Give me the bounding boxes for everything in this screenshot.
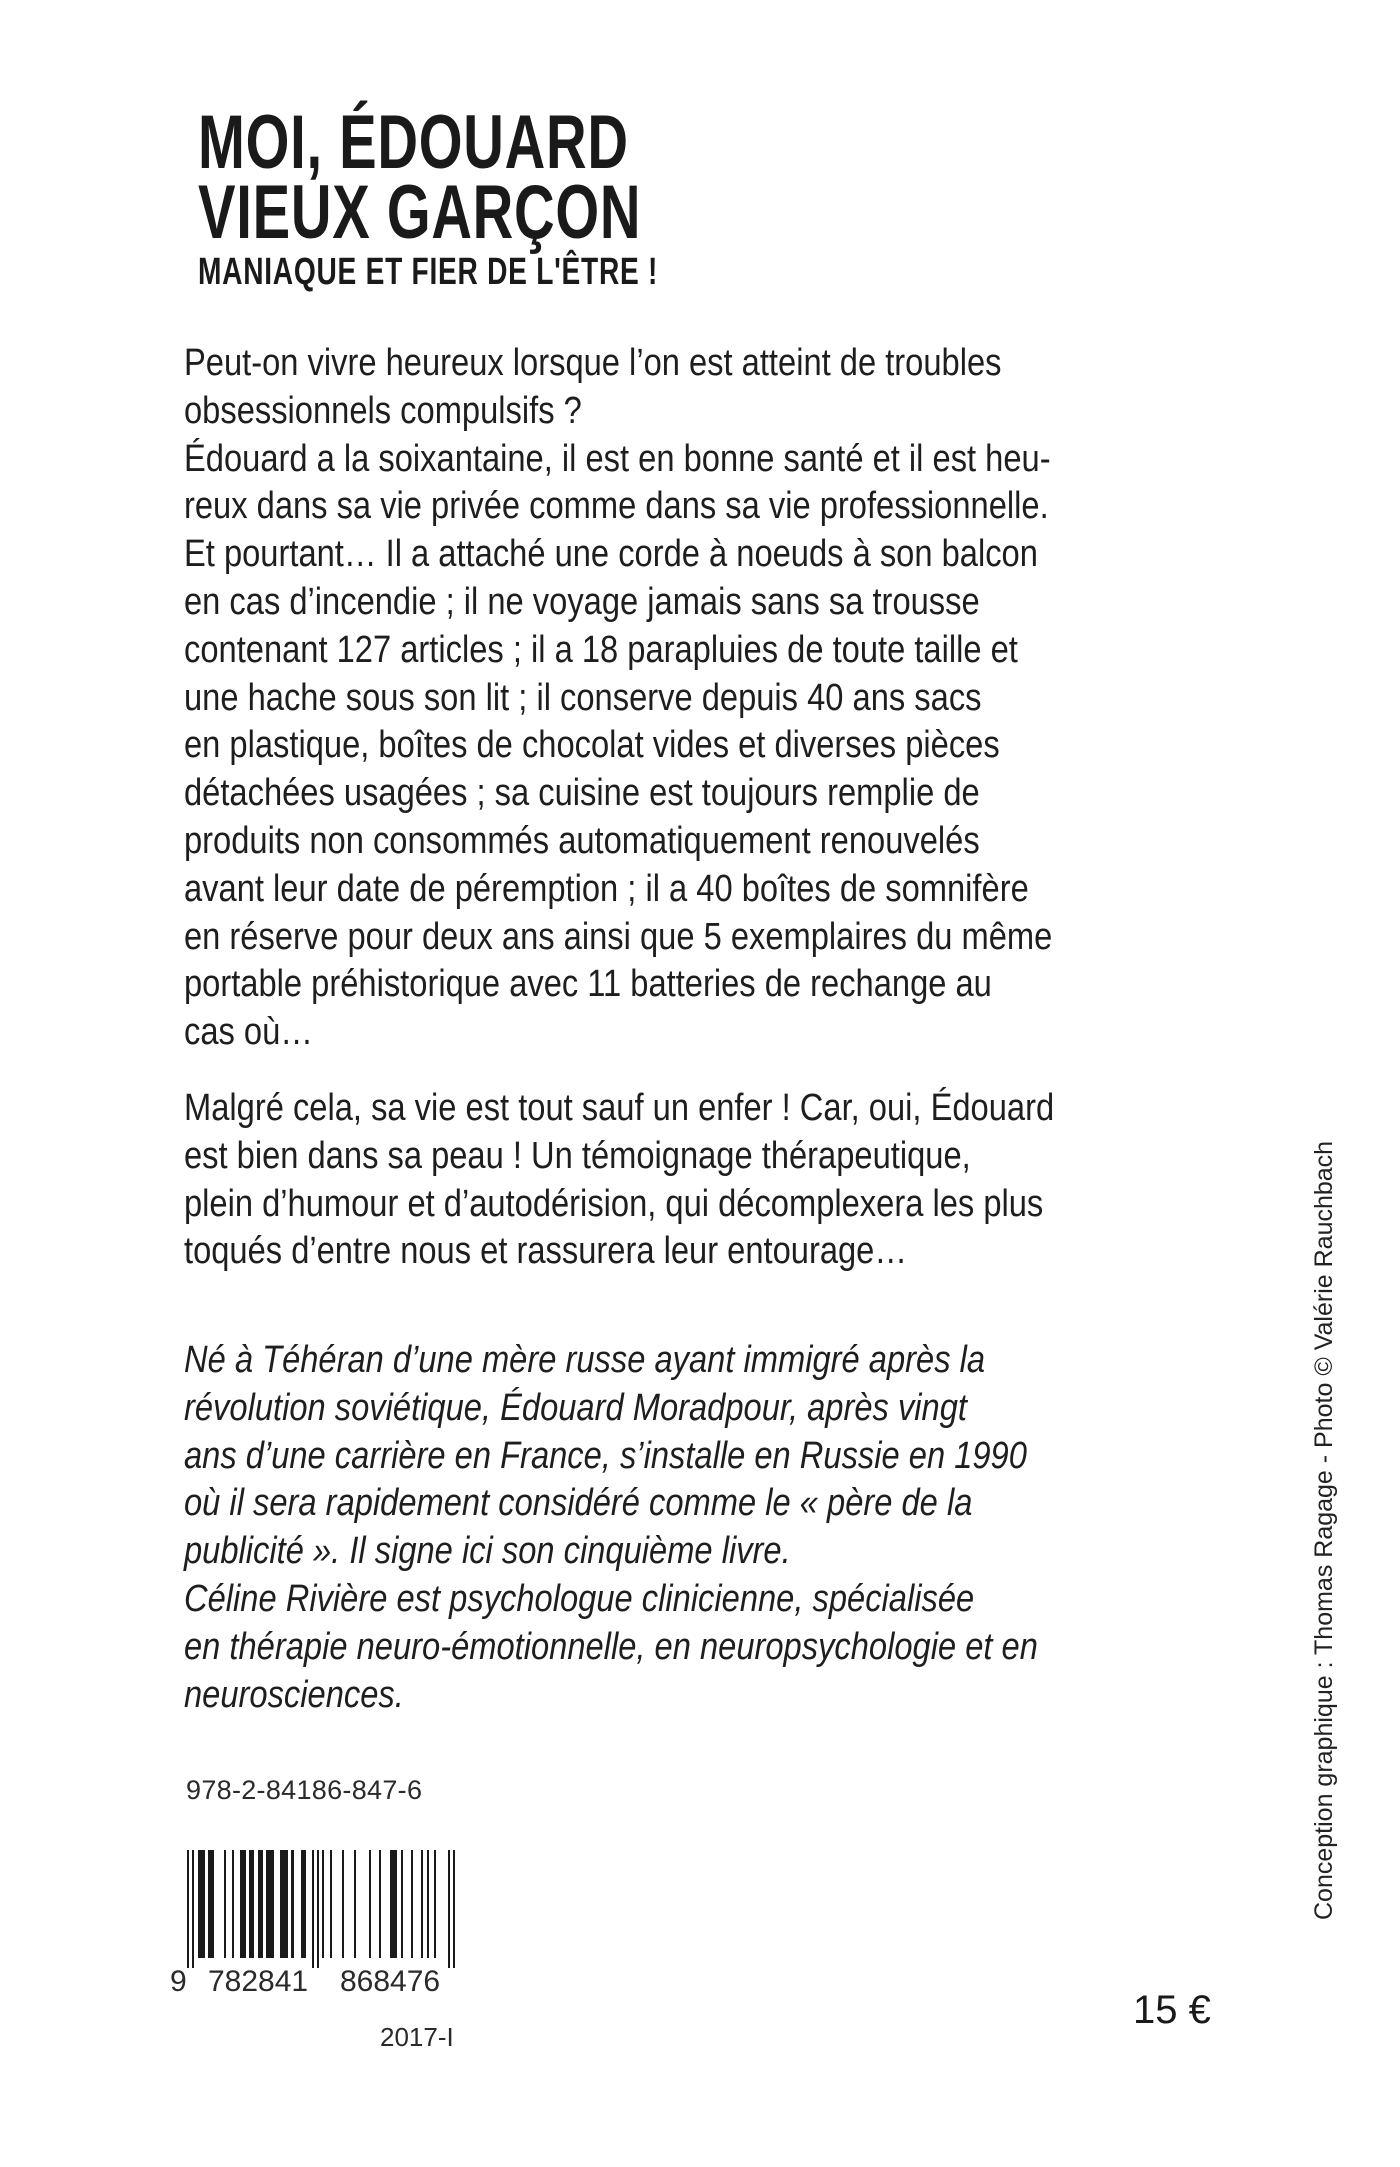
price-label: 15 €	[1133, 1988, 1211, 2032]
text-line: où il sera rapidement considéré comme le « père de la	[184, 1482, 973, 1525]
text-line: ans d’une carrière en France, s’installe en Russie en 1990	[184, 1434, 1027, 1477]
barcode-digit-prefix: 9	[170, 1965, 187, 1998]
text-line: avant leur date de péremption ; il a 40 boîtes de somnifère	[184, 867, 1029, 910]
book-title-line-2: VIEUX GARÇON	[198, 170, 642, 255]
text-line: détachées usagées ; sa cuisine est toujours remplie de	[184, 772, 980, 815]
barcode-digits-left: 782841	[208, 1965, 309, 1998]
text-line: en plastique, boîtes de chocolat vides et diverses pièces	[184, 724, 1000, 767]
text-line: reux dans sa vie privée comme dans sa vie professionnelle.	[184, 485, 1049, 528]
text-line: en cas d’incendie ; il ne voyage jamais sans sa trousse	[184, 580, 980, 623]
barcode-icon	[170, 1850, 470, 1968]
text-line: en thérapie neuro-émotionnelle, en neuropsychologie et en	[184, 1625, 1038, 1668]
text-line: publicité ». Il signe ici son cinquième livre.	[184, 1530, 791, 1573]
text-line: une hache sous son lit ; il conserve depuis 40 ans sacs	[184, 676, 982, 719]
text-line: toqués d’entre nous et rassurera leur entourage…	[184, 1230, 908, 1273]
text-line: est bien dans sa peau ! Un témoignage thérapeutique,	[184, 1134, 971, 1177]
text-line: produits non consommés automatiquement renouvelés	[184, 819, 980, 862]
blurb-intro-paragraph	[184, 340, 1239, 1057]
text-line: neurosciences.	[184, 1673, 404, 1716]
book-title-line-1: MOI, ÉDOUARD	[198, 100, 629, 185]
author-bio	[184, 1337, 1239, 1719]
text-line: révolution soviétique, Édouard Moradpour, après vingt	[184, 1386, 967, 1429]
text-line: Né à Téhéran d’une mère russe ayant immigré après la	[184, 1339, 986, 1381]
text-line: obsessionnels compulsifs ?	[184, 389, 582, 432]
blurb-second-paragraph	[184, 1085, 1239, 1276]
edition-code: 2017-I	[380, 2022, 454, 2052]
cover-title-block	[198, 100, 758, 293]
design-photo-credit: Conception graphique : Thomas Ragage - Photo © Valérie Rauchbach	[1310, 1140, 1338, 1920]
barcode-digits-right: 868476	[340, 1965, 441, 1998]
text-line: cas où…	[184, 1011, 313, 1054]
text-line: Peut-on vivre heureux lorsque l’on est atteint de troubles	[184, 342, 1002, 384]
text-line: plein d’humour et d’autodérision, qui décomplexera les plus	[184, 1182, 1044, 1225]
text-line: Malgré cela, sa vie est tout sauf un enfer ! Car, oui, Édouard	[184, 1087, 1055, 1129]
text-line: en réserve pour deux ans ainsi que 5 exemplaires du même	[184, 915, 1053, 958]
text-line: contenant 127 articles ; il a 18 parapluies de toute taille et	[184, 628, 1018, 671]
text-line: Céline Rivière est psychologue clinicienne, spécialisée	[184, 1577, 975, 1620]
isbn-number: 978-2-84186-847-6	[186, 1775, 423, 1805]
text-line: Édouard a la soixantaine, il est en bonne santé et il est heu-	[184, 437, 1051, 480]
text-line: portable préhistorique avec 11 batteries de rechange au	[184, 963, 992, 1006]
book-subtitle: MANIAQUE ET FIER DE L'ÊTRE !	[198, 251, 659, 293]
text-line: Et pourtant… Il a attaché une corde à noeuds à son balcon	[184, 533, 1038, 576]
